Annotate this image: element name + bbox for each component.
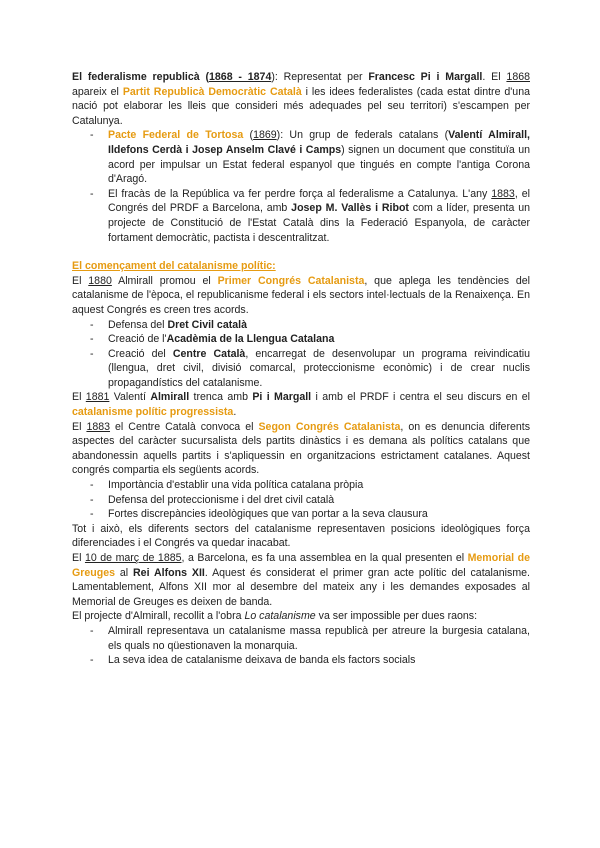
paragraph-second-congress: El 1883 el Centre Català convoca el Segon Congrés Catalanista, on es denuncia diferents aspectes del caràcter sucursalista dels partits dinàstics i es demana als polítics catalans que abandonessin aquells partits i s'apliquessin en organitzacions estrictament catalanes. Aquest congrés compartia els següents acords. (72, 420, 531, 477)
section-heading: El començament del catalanisme polític: (72, 260, 276, 273)
list-item: - Creació del Centre Català, encarregat de desenvolupar un programa reivindicatiu (llengua, dret civil, divisió comarcal, proteccionisme econòmic) i de crear nuclis propagandístics del catalanisme. (108, 347, 530, 391)
list-item: - Fortes discrepàncies ideològiques que van portar a la seva clausura (108, 507, 530, 522)
year-range: 1868 - 1874 (209, 71, 272, 83)
paragraph-almirall-project: El projecte d'Almirall, recollit a l'obra Lo catalanisme va ser impossible per dues raons: (72, 610, 478, 623)
list-item: - Importància d'establir una vida política catalana pròpia (108, 478, 530, 493)
list-item: - La seva idea de catalanisme deixava de banda els factors socials (108, 653, 530, 668)
list-item: - El fracàs de la República va fer perdre força al federalisme a Catalunya. L'any 1883, el Congrés del PRDF a Barcelona, amb Josep M. Vallès i Ribot com a líder, presenta un projecte de Constitució de l'Estat Català dins la Federació Espanyola, de caràcter fortament democràtic, pactista i descentralitzat. (108, 187, 530, 245)
paragraph-memorial: El 10 de març de 1885, a Barcelona, es fa una assemblea en la qual presenten el Memorial de Greuges al Rei Alfons XII. Aquest és considerat el primer gran acte polític del catalanisme. Lamentablement, Alfons XII mor al desembre del mateix any i les demandes exposades al Memorial de Greuges es deixen de banda. (72, 552, 530, 608)
federalism-list (108, 128, 530, 245)
paragraph-unfinished: Tot i això, els diferents sectors del catalanisme representaven posicions ideològiques força diferenciades i el Congrés va quedar inacabat. (72, 522, 530, 550)
paragraph-federalism: El federalisme republicà (1868 - 1874): Representat per Francesc Pi i Margall. El 1868 apareix el Partit Republicà Democràtic Català i les idees federalistes (cada estat dintre d'una nació pot elaborar les lleis que consideri més adequades pel seu territori) s'escampen per Catalunya. (72, 71, 530, 127)
list-item: - Pacte Federal de Tortosa (1869): Un grup de federals catalans (Valentí Almirall, Ildefons Cerdà i Josep Anselm Clavé i Camps) signen un document que constituïa un acord per impulsar un Estat federal espanyol que tingués en compte l'antiga Corona d'Aragó. (108, 128, 530, 186)
party-highlight: Partit Republicà Democràtic Català (122, 85, 302, 98)
list-item: - Creació de l'Acadèmia de la Llengua Catalana (108, 332, 530, 347)
paragraph-first-congress: El 1880 Almirall promou el Primer Congrés Catalanista, que aplega les tendències del catalanisme de l'època, el republicanisme federal i els sectors intel·lectuals de la Renaixença. En aquest Congrés es creen tres acords. (72, 274, 530, 316)
list-item: - Defensa del proteccionisme i del dret civil català (108, 493, 530, 508)
list-item: - Almirall representava un catalanisme massa republicà per atreure la burgesia catalana, els quals no qüestionaven la monarquia. (108, 624, 530, 653)
agreements-list (108, 318, 530, 391)
reasons-list (108, 624, 530, 668)
second-congress-list (108, 478, 530, 522)
list-item: - Defensa del Dret Civil català (108, 318, 530, 333)
paragraph-almirall-break: El 1881 Valentí Almirall trenca amb Pi i Margall i amb el PRDF i centra el seu discurs en el catalanisme polític progressista. (72, 391, 530, 419)
